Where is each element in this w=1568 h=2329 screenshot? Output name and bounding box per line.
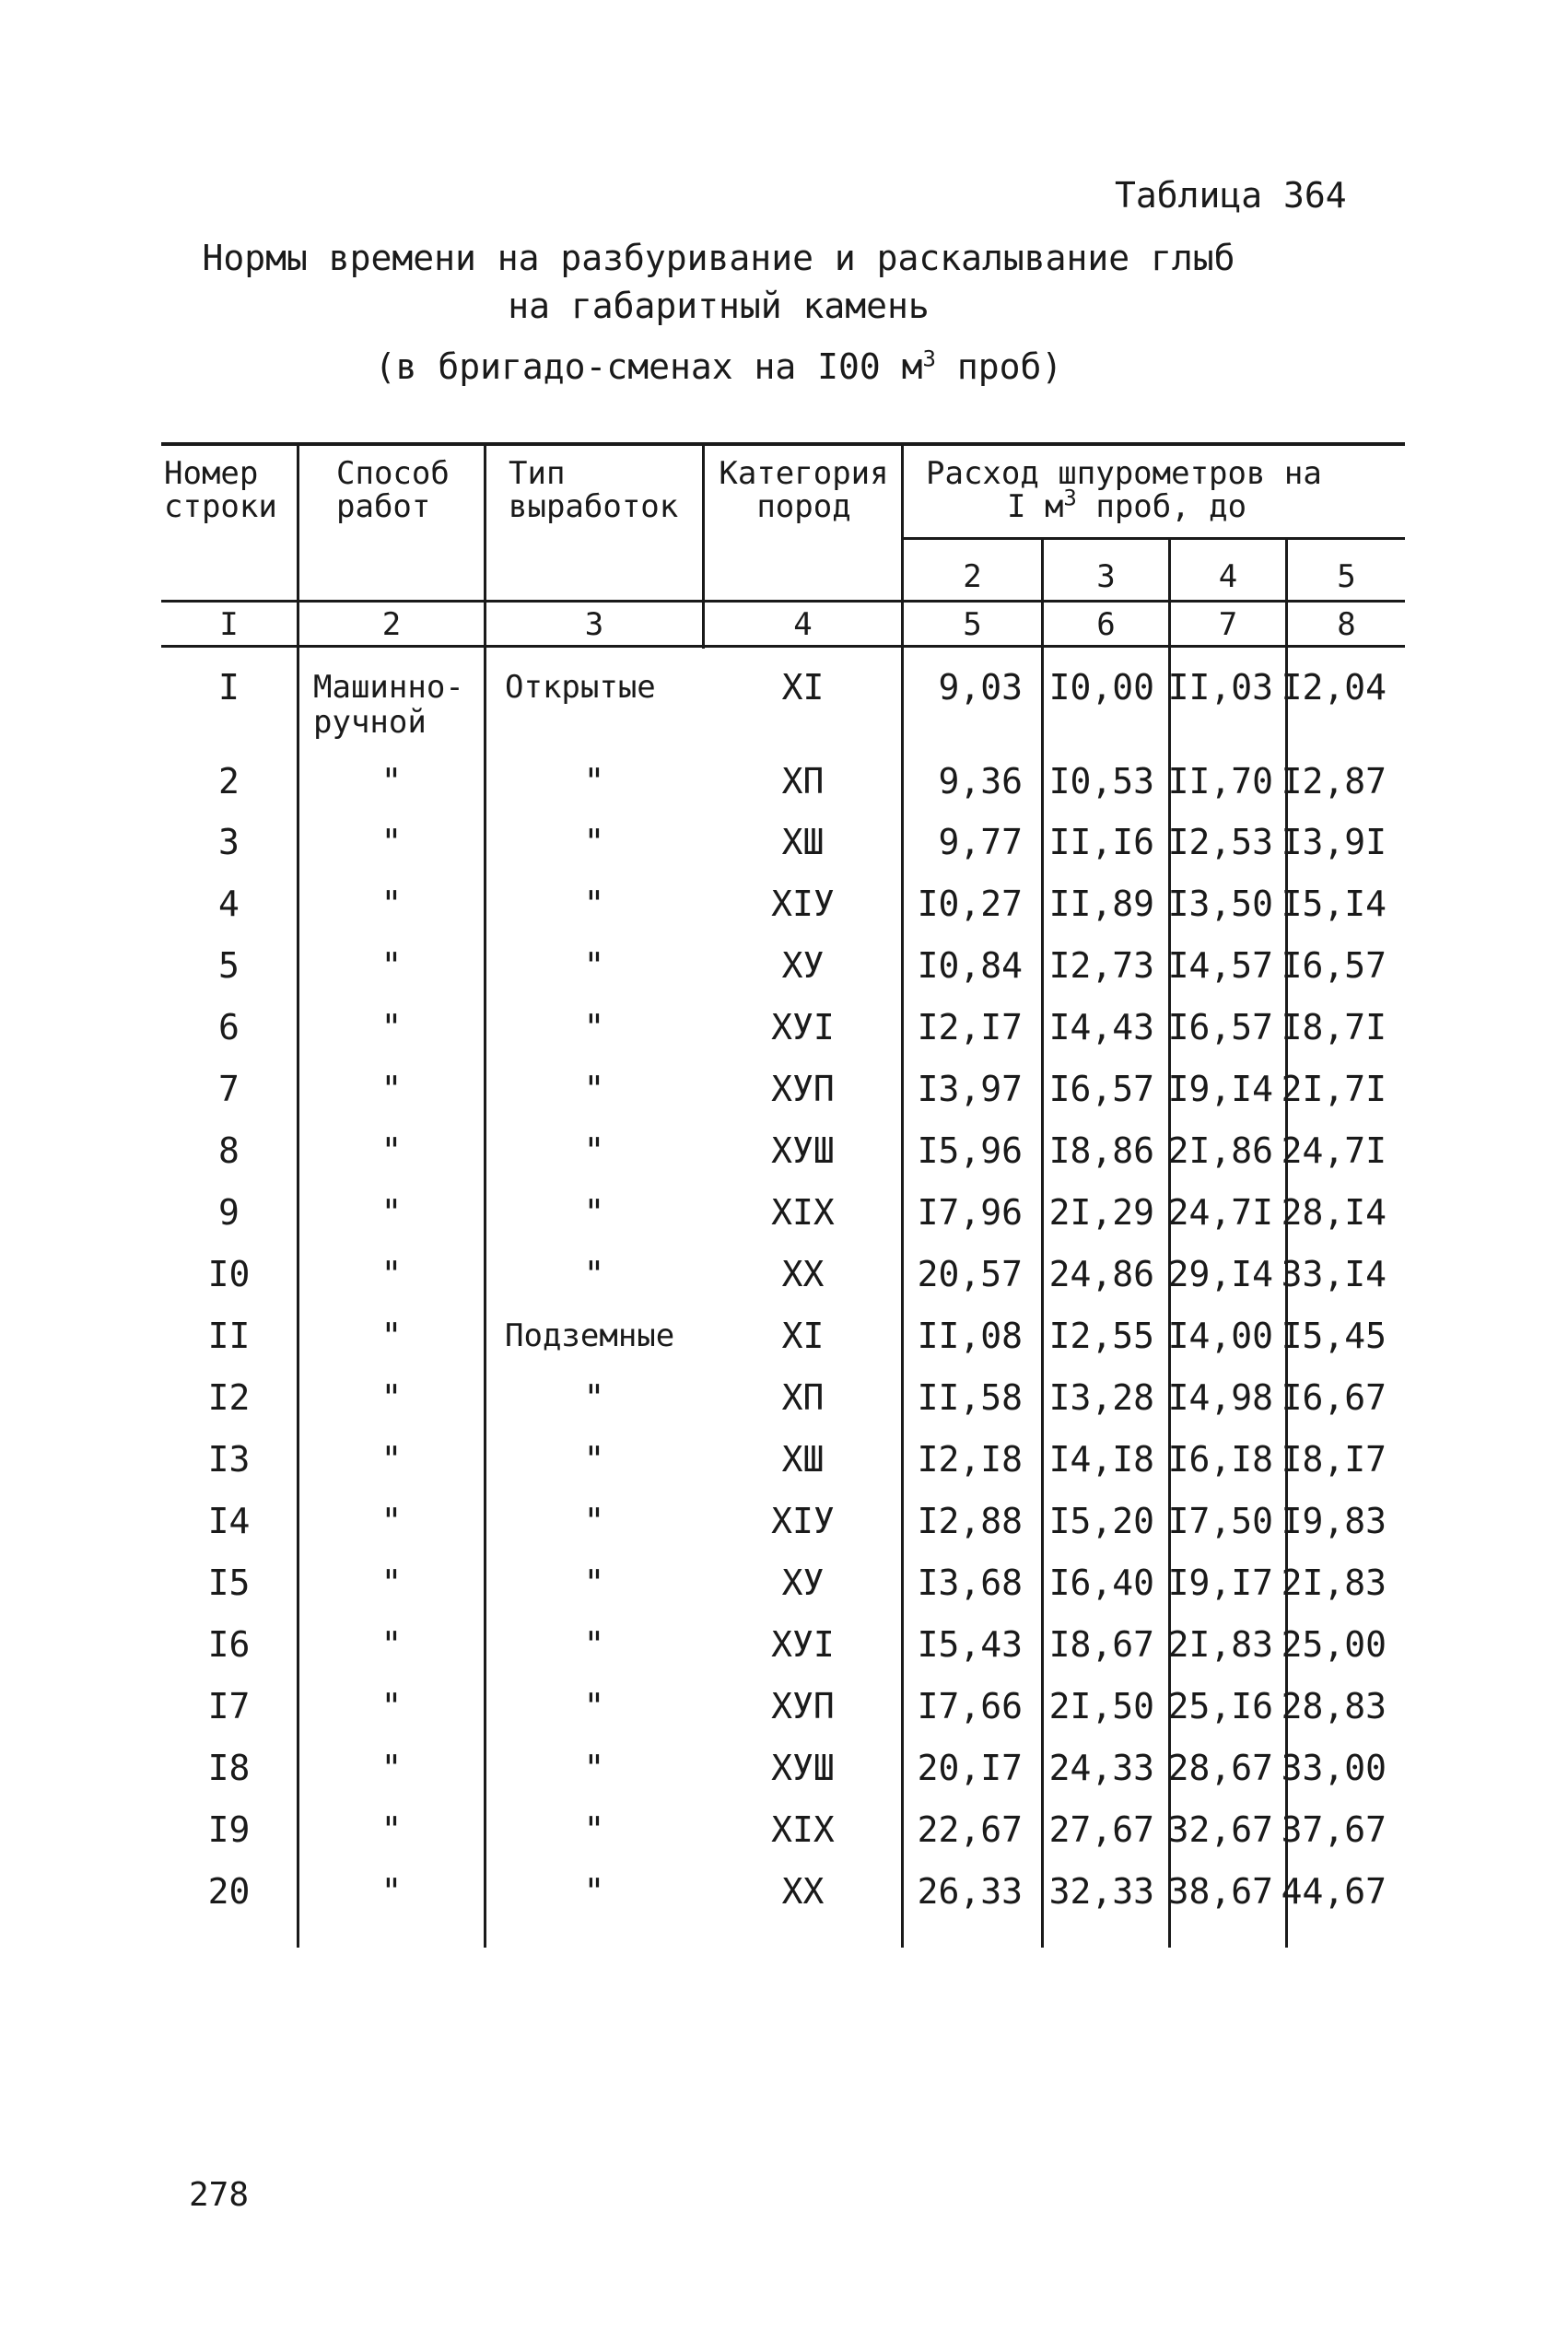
consumption-value: I0,27: [917, 884, 1023, 924]
consumption-value: I8,I7: [1281, 1439, 1387, 1480]
working-type-cell: ": [583, 1624, 605, 1665]
units-superscript: 3: [922, 345, 936, 372]
consumption-value: 26,33: [917, 1871, 1023, 1912]
method-cell: ручной: [313, 704, 427, 741]
method-cell: ": [380, 1192, 403, 1233]
method-cell: ": [380, 884, 403, 924]
consumption-value: I2,I8: [917, 1439, 1023, 1480]
rock-category-cell: XУI: [771, 1007, 835, 1047]
header-consumption-line-2: [926, 485, 1322, 525]
column-number: I: [219, 606, 239, 643]
method-cell: ": [380, 1809, 403, 1850]
consumption-value: 9,77: [938, 822, 1023, 862]
rock-category-cell: XШ: [781, 1439, 825, 1480]
consumption-value: I3,97: [917, 1069, 1023, 1109]
consumption-value: 25,I6: [1167, 1686, 1273, 1726]
consumption-value: 9,36: [938, 761, 1023, 802]
subheader-value: 4: [1218, 558, 1238, 595]
working-type-cell: ": [583, 1254, 605, 1294]
column-number: 5: [963, 606, 982, 643]
consumption-value: 24,7I: [1167, 1192, 1273, 1233]
working-type-cell: ": [583, 1871, 605, 1912]
table-number: Таблица 364: [1115, 175, 1347, 216]
consumption-value: 28,I4: [1281, 1192, 1387, 1233]
consumption-value: 37,67: [1281, 1809, 1387, 1850]
consumption-value: 9,03: [938, 667, 1023, 708]
working-type-cell: Открытые: [505, 669, 656, 706]
consumption-value: I7,66: [917, 1686, 1023, 1726]
rock-category-cell: XШ: [781, 822, 825, 862]
consumption-value: I2,53: [1167, 822, 1273, 862]
subheader-value: 5: [1337, 558, 1356, 595]
consumption-value: I4,I8: [1048, 1439, 1154, 1480]
header-working-type: [509, 457, 678, 523]
consumption-value: I6,57: [1167, 1007, 1273, 1047]
rock-category-cell: XIX: [771, 1192, 835, 1233]
method-cell: ": [380, 1316, 403, 1356]
method-cell: Машинно-: [313, 669, 464, 706]
consumption-value: I9,83: [1281, 1501, 1387, 1541]
working-type-cell: ": [583, 761, 605, 802]
rock-category-cell: XX: [781, 1254, 825, 1294]
row-number: 3: [218, 822, 240, 862]
consumption-value: I3,68: [917, 1562, 1023, 1603]
consumption-value: I4,00: [1167, 1316, 1273, 1356]
consumption-value: I6,I8: [1167, 1439, 1273, 1480]
consumption-value: II,I6: [1048, 822, 1154, 862]
consumption-value: I9,I7: [1167, 1562, 1273, 1603]
column-divider: [1041, 540, 1044, 1948]
row-number: 5: [218, 945, 240, 986]
column-number: 8: [1337, 606, 1356, 643]
consumption-value: I2,73: [1048, 945, 1154, 986]
header-row-number: [164, 457, 277, 523]
working-type-cell: ": [583, 945, 605, 986]
consumption-value: I5,96: [917, 1130, 1023, 1171]
consumption-value: 2I,7I: [1281, 1069, 1387, 1109]
row-number: 7: [218, 1069, 240, 1109]
consumption-value: I5,I4: [1281, 884, 1387, 924]
consumption-value: I2,04: [1281, 667, 1387, 708]
working-type-cell: ": [583, 1130, 605, 1171]
column-number: 6: [1096, 606, 1116, 643]
consumption-value: I0,53: [1048, 761, 1154, 802]
consumption-value: I2,I7: [917, 1007, 1023, 1047]
row-number: I2: [207, 1377, 251, 1418]
consumption-value: I3,28: [1048, 1377, 1154, 1418]
working-type-cell: ": [583, 1501, 605, 1541]
method-cell: ": [380, 761, 403, 802]
header-consumption-line-1: Расход шпурометров на: [926, 455, 1322, 492]
rock-category-cell: XIУ: [771, 1501, 835, 1541]
consumption-value: I9,I4: [1167, 1069, 1273, 1109]
consumption-value: II,70: [1167, 761, 1273, 802]
page-number: 278: [189, 2176, 250, 2214]
row-number: I3: [207, 1439, 251, 1480]
method-cell: ": [380, 1007, 403, 1047]
row-number: I6: [207, 1624, 251, 1665]
rock-category-cell: XI: [781, 667, 825, 708]
subheader-value: 3: [1096, 558, 1116, 595]
column-number: 2: [381, 606, 402, 643]
row-number: 2: [218, 761, 240, 802]
header-method: [336, 457, 450, 523]
consumption-value: II,08: [917, 1316, 1023, 1356]
consumption-value: I2,87: [1281, 761, 1387, 802]
method-cell: ": [380, 945, 403, 986]
rock-category-cell: XУП: [771, 1686, 835, 1726]
row-number: 9: [218, 1192, 240, 1233]
consumption-value: 24,86: [1048, 1254, 1154, 1294]
consumption-value: I4,43: [1048, 1007, 1154, 1047]
method-cell: ": [380, 1686, 403, 1726]
column-divider: [1285, 540, 1288, 1948]
working-type-cell: ": [583, 822, 605, 862]
row-number: I8: [207, 1748, 251, 1788]
consumption-value: I6,40: [1048, 1562, 1154, 1603]
method-cell: ": [380, 1254, 403, 1294]
consumption-value: I7,50: [1167, 1501, 1273, 1541]
row-number: I9: [207, 1809, 251, 1850]
consumption-value: I5,43: [917, 1624, 1023, 1665]
consumption-value: 44,67: [1281, 1871, 1387, 1912]
method-cell: ": [380, 1501, 403, 1541]
header-rock-category-line: Категория: [719, 455, 889, 492]
header-rock-category-line: пород: [756, 488, 851, 525]
table-top-rule: [161, 442, 1405, 446]
rock-category-cell: XУI: [771, 1624, 835, 1665]
working-type-cell: ": [583, 884, 605, 924]
column-number: 3: [584, 606, 604, 643]
working-type-cell: ": [583, 1192, 605, 1233]
consumption-value: 20,I7: [917, 1748, 1023, 1788]
table-title-line-2: на габаритный камень: [508, 286, 930, 326]
consumption-value: I6,67: [1281, 1377, 1387, 1418]
working-type-cell: ": [583, 1562, 605, 1603]
consumption-value: 38,67: [1167, 1871, 1273, 1912]
table-title-line-1: Нормы времени на разбуривание и раскалывание глыб: [202, 238, 1235, 278]
consumption-value: 33,00: [1281, 1748, 1387, 1788]
consumption-value: I5,45: [1281, 1316, 1387, 1356]
rock-category-cell: XI: [781, 1316, 825, 1356]
rock-category-cell: XУШ: [771, 1130, 835, 1171]
rock-category-cell: XП: [781, 761, 825, 802]
consumption-value: 28,83: [1281, 1686, 1387, 1726]
method-cell: ": [380, 822, 403, 862]
column-number: 7: [1218, 606, 1238, 643]
column-numbers-rule: [161, 645, 1405, 648]
method-cell: ": [380, 1130, 403, 1171]
consumption-value: I0,84: [917, 945, 1023, 986]
working-type-cell: ": [583, 1069, 605, 1109]
row-number: I4: [207, 1501, 251, 1541]
consumption-value: I2,55: [1048, 1316, 1154, 1356]
subheader-value: 2: [963, 558, 982, 595]
rock-category-cell: XУШ: [771, 1748, 835, 1788]
consumption-value: I3,9I: [1281, 822, 1387, 862]
working-type-cell: ": [583, 1439, 605, 1480]
rock-category-cell: XIУ: [771, 884, 835, 924]
consumption-value: 32,33: [1048, 1871, 1154, 1912]
method-cell: ": [380, 1748, 403, 1788]
row-number: I5: [207, 1562, 251, 1603]
row-number: I7: [207, 1686, 251, 1726]
consumption-value: 2I,29: [1048, 1192, 1154, 1233]
working-type-cell: ": [583, 1748, 605, 1788]
consumption-value: I4,98: [1167, 1377, 1273, 1418]
row-number: 4: [218, 884, 240, 924]
consumption-value: II,03: [1167, 667, 1273, 708]
units-prefix: (в бригадо-сменах на I00 м: [374, 346, 923, 387]
consumption-value: I8,86: [1048, 1130, 1154, 1171]
header-method-line: Способ: [336, 455, 450, 492]
consumption-value: 27,67: [1048, 1809, 1154, 1850]
working-type-cell: ": [583, 1686, 605, 1726]
rock-category-cell: XУ: [781, 945, 825, 986]
consumption-value: 20,57: [917, 1254, 1023, 1294]
consumption-value: 25,00: [1281, 1624, 1387, 1665]
header-working-type-line: Тип: [509, 455, 566, 492]
rock-category-cell: XУ: [781, 1562, 825, 1603]
method-cell: ": [380, 1871, 403, 1912]
consumption-value: 2I,83: [1281, 1562, 1387, 1603]
consumption-value: I2,88: [917, 1501, 1023, 1541]
column-divider: [1168, 540, 1171, 1948]
consumption-value: 32,67: [1167, 1809, 1273, 1850]
rock-category-cell: XIX: [771, 1809, 835, 1850]
consumption-superscript: 3: [1063, 485, 1077, 511]
working-type-cell: ": [583, 1377, 605, 1418]
consumption-value: 24,33: [1048, 1748, 1154, 1788]
consumption-value: I8,7I: [1281, 1007, 1387, 1047]
consumption-value: 22,67: [917, 1809, 1023, 1850]
header-rock-category: [709, 457, 898, 523]
consumption-value: II,58: [917, 1377, 1023, 1418]
header-consumption: [926, 457, 1322, 523]
consumption-value: 24,7I: [1281, 1130, 1387, 1171]
method-cell: ": [380, 1562, 403, 1603]
table-units-caption: [0, 346, 1437, 387]
consumption-value: 2I,50: [1048, 1686, 1154, 1726]
consumption-value: 33,I4: [1281, 1254, 1387, 1294]
method-cell: ": [380, 1377, 403, 1418]
subheader-rule: [903, 537, 1405, 540]
consumption-value: I7,96: [917, 1192, 1023, 1233]
header-working-type-line: выработок: [509, 488, 679, 525]
method-cell: ": [380, 1439, 403, 1480]
units-suffix: проб): [936, 346, 1063, 387]
header-method-line: работ: [336, 488, 431, 525]
row-number: I0: [207, 1254, 251, 1294]
consumption-value: I8,67: [1048, 1624, 1154, 1665]
header-row-number-line: строки: [164, 488, 277, 525]
consumption-value: 29,I4: [1167, 1254, 1273, 1294]
column-number: 4: [793, 606, 813, 643]
method-cell: ": [380, 1624, 403, 1665]
working-type-cell: ": [583, 1809, 605, 1850]
consumption-value: 28,67: [1167, 1748, 1273, 1788]
working-type-cell: ": [583, 1007, 605, 1047]
consumption-suffix: проб, до: [1076, 488, 1247, 525]
row-number: 8: [218, 1130, 240, 1171]
consumption-value: I4,57: [1167, 945, 1273, 986]
consumption-value: I6,57: [1048, 1069, 1154, 1109]
rock-category-cell: XУП: [771, 1069, 835, 1109]
row-number: II: [207, 1316, 251, 1356]
consumption-value: I6,57: [1281, 945, 1387, 986]
header-bottom-rule: [161, 600, 1405, 603]
consumption-value: 2I,83: [1167, 1624, 1273, 1665]
working-type-cell: Подземные: [505, 1317, 675, 1354]
rock-category-cell: XП: [781, 1377, 825, 1418]
row-number: 6: [218, 1007, 240, 1047]
rock-category-cell: XX: [781, 1871, 825, 1912]
consumption-value: II,89: [1048, 884, 1154, 924]
row-number: I: [218, 667, 240, 708]
row-number: 20: [207, 1871, 251, 1912]
consumption-value: I5,20: [1048, 1501, 1154, 1541]
consumption-value: I3,50: [1167, 884, 1273, 924]
method-cell: ": [380, 1069, 403, 1109]
consumption-value: I0,00: [1048, 667, 1154, 708]
header-row-number-line: Номер: [164, 455, 259, 492]
consumption-prefix: I м: [1007, 488, 1064, 525]
consumption-value: 2I,86: [1167, 1130, 1273, 1171]
